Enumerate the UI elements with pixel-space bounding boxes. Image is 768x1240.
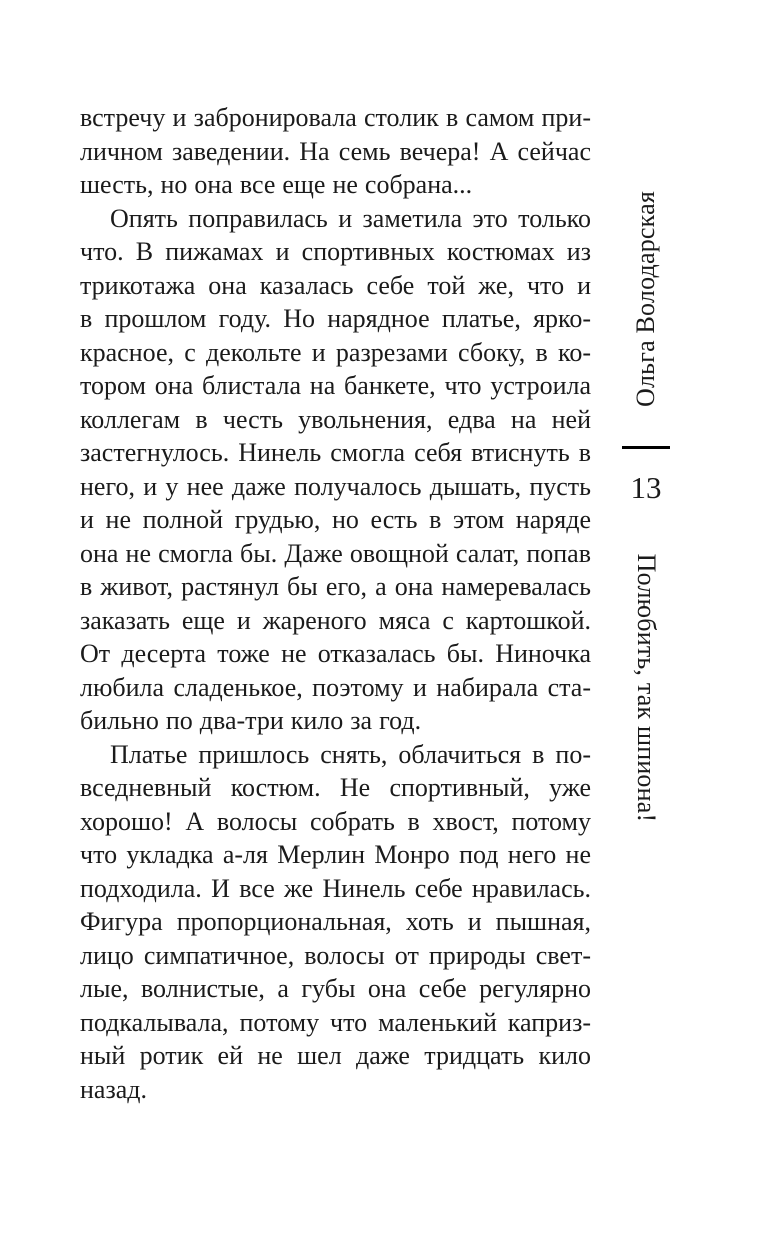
text-line: встречу и забронировала столик в самом при- <box>80 103 591 132</box>
divider-rule <box>622 446 670 449</box>
text-line: любила сладенькое, поэтому и набирала ста- <box>80 672 591 702</box>
text-line: личном заведении. На семь вечера! А сейчас <box>80 136 591 166</box>
text-line: бильно по два-три кило за год. <box>80 706 422 735</box>
text-line: шесть, но она все еще не собрана... <box>80 170 473 199</box>
text-line: в живот, растянул бы его, а она намеревалась <box>80 572 591 601</box>
text-line: вседневный костюм. Не спортивный, уже <box>80 773 591 802</box>
text-line: него, и у нее даже получалось дышать, пусть <box>80 471 591 501</box>
text-line: подкалывала, потому что маленький каприз- <box>80 1007 591 1037</box>
text-line: ный ротик ей не шел даже тридцать кило <box>80 1041 591 1070</box>
text-line: Фигура пропорциональная, хоть и пышная, <box>80 907 591 936</box>
text-line: От десерта тоже не отказалась бы. Ниночка <box>80 639 591 668</box>
text-line: коллегам в честь увольнения, едва на ней <box>80 404 591 434</box>
text-line: назад. <box>80 1074 147 1104</box>
paragraph <box>80 101 591 202</box>
text-line: тором она блистала на банкете, что устроила <box>80 371 591 400</box>
book-title-running-head: Полюбить, так шпиона! <box>632 553 661 823</box>
text-line: подходила. И все же Нинель себе нравилась. <box>80 873 591 903</box>
text-line: трикотажа она казалась себе той же, что и <box>80 270 591 300</box>
text-line: в прошлом году. Но нарядное платье, ярко- <box>80 304 591 333</box>
text-line: она не смогла бы. Даже овощной салат, попав <box>80 538 591 568</box>
text-line: что. В пижамах и спортивных костюмах из <box>80 237 591 266</box>
page-text <box>80 101 591 1106</box>
text-line: что укладка а-ля Мерлин Монро под него не <box>80 840 591 869</box>
text-line: лицо симпатичное, волосы от природы свет- <box>80 940 591 970</box>
author-running-head: Ольга Володарская <box>631 191 660 407</box>
paragraph <box>80 202 591 738</box>
text-line: заказать еще и жареного мяса с картошкой. <box>80 605 591 635</box>
text-line: лые, волнистые, а губы она себе регулярно <box>80 974 591 1003</box>
text-line: Опять поправилась и заметила это только <box>110 203 591 233</box>
page-number: 13 <box>630 470 662 505</box>
paragraph <box>80 738 591 1107</box>
text-line: Платье пришлось снять, облачиться в по- <box>110 739 591 769</box>
text-line: красное, с декольте и разрезами сбоку, в ко- <box>80 337 591 367</box>
text-line: хорошо! А волосы собрать в хвост, потому <box>80 806 591 836</box>
text-line: застегнулось. Нинель смогла себя втиснуть в <box>80 438 591 467</box>
text-line: и не полной грудью, но есть в этом наряде <box>80 505 591 534</box>
